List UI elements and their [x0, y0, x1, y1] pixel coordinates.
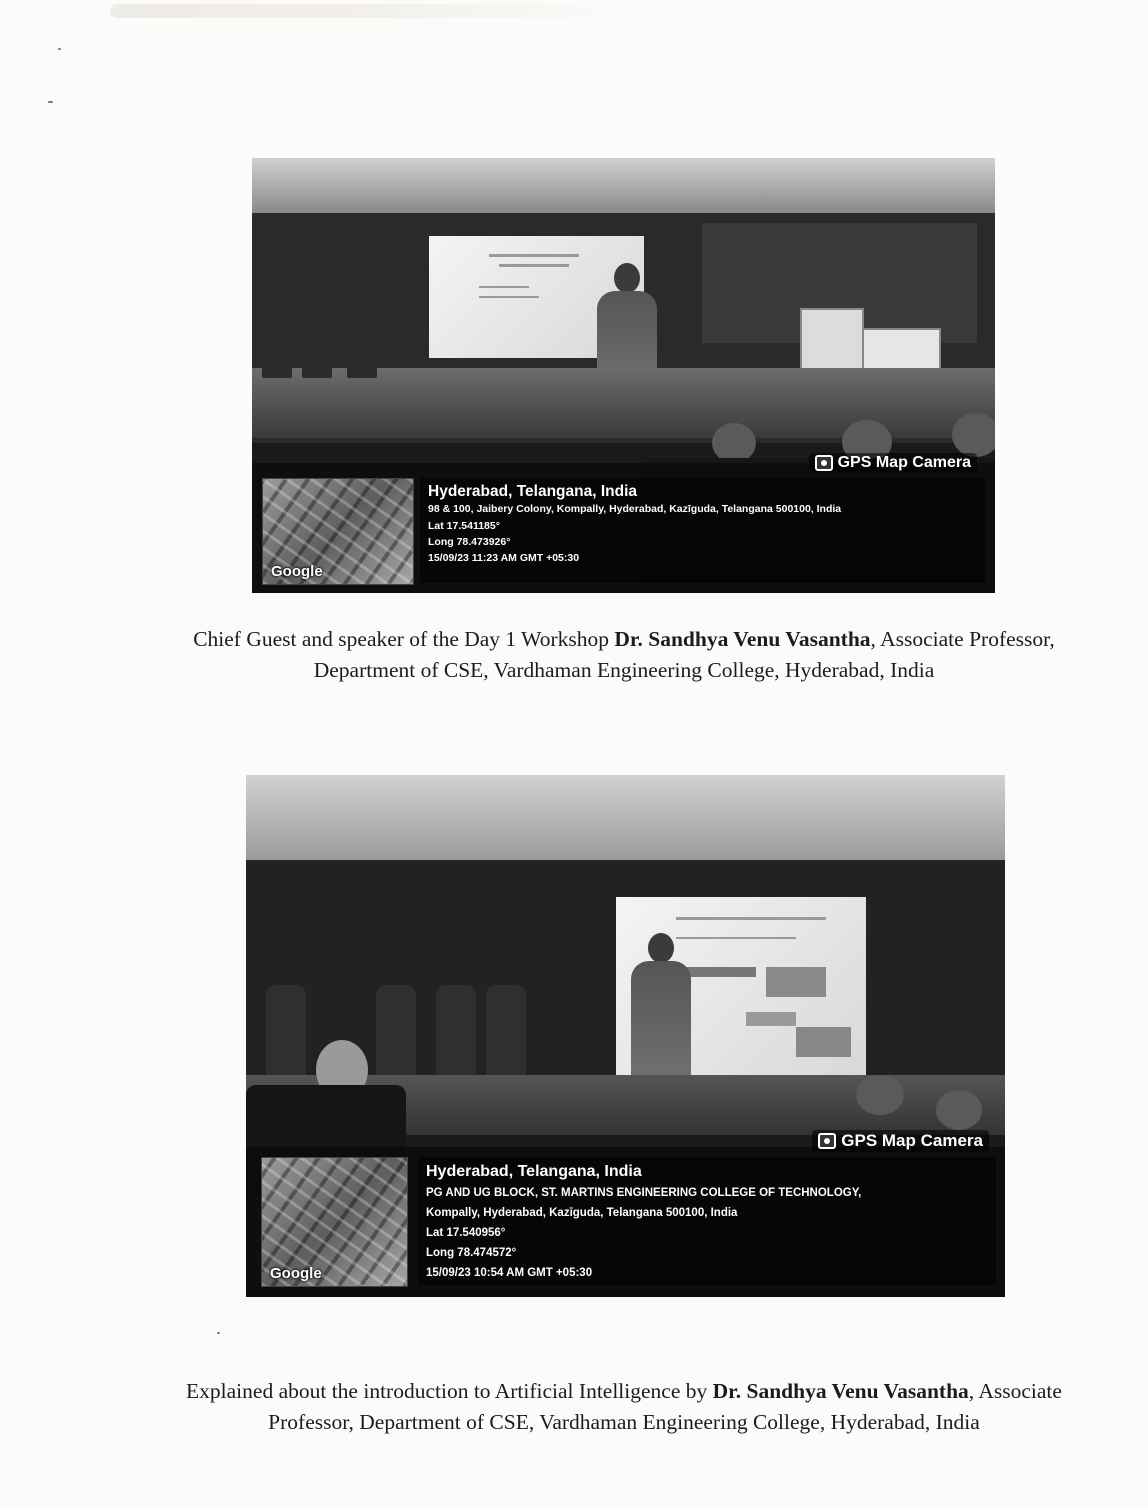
longitude: Long 78.473926°	[428, 536, 511, 548]
timestamp: 15/09/23 11:23 AM GMT +05:30	[428, 552, 580, 564]
location-title: Hyderabad, Telangana, India	[428, 483, 638, 500]
gps-badge-label: GPS Map Camera	[837, 454, 971, 471]
gps-badge-label: GPS Map Camera	[841, 1131, 983, 1150]
google-map-label: Google	[271, 563, 323, 580]
ceiling	[246, 775, 1005, 860]
workshop-photo-2	[246, 775, 1005, 1297]
workshop-photo-1	[252, 158, 995, 593]
photo-2-caption	[100, 1376, 1148, 1438]
google-map-label: Google	[270, 1265, 322, 1282]
caption-prefix: Chief Guest and speaker of the Day 1 Workshop	[193, 627, 615, 651]
speaker-name: Dr. Sandhya Venu Vasantha	[712, 1379, 969, 1403]
timestamp: 15/09/23 10:54 AM GMT +05:30	[426, 1267, 593, 1279]
stage-chair	[486, 985, 526, 1075]
scan-speck	[48, 101, 53, 103]
gps-map-camera-badge	[809, 453, 977, 473]
audience-head	[952, 413, 995, 457]
address-line: PG AND UG BLOCK, ST. MARTINS ENGINEERING COLLEGE OF TECHNOLOGY,	[426, 1187, 862, 1199]
audience-head	[936, 1090, 982, 1130]
map-thumbnail	[262, 478, 414, 585]
stage-chair	[262, 298, 292, 378]
ceiling	[252, 158, 995, 213]
camera-icon	[818, 1133, 836, 1149]
caption-line-2: Department of CSE, Vardhaman Engineering College, Hyderabad, India	[313, 658, 935, 682]
location-info	[418, 1157, 996, 1285]
longitude: Long 78.474572°	[426, 1247, 517, 1259]
location-info	[420, 478, 985, 583]
address-line: Kompally, Hyderabad, Kazīguda, Telangana 500100, India	[426, 1207, 738, 1219]
latitude: Lat 17.541185°	[428, 520, 500, 532]
photo-1-caption	[110, 624, 1138, 686]
caption-suffix: , Associate Professor,	[870, 627, 1055, 651]
caption-line-1	[100, 1376, 1148, 1407]
caption-line-2: Professor, Department of CSE, Vardhaman Engineering College, Hyderabad, India	[268, 1410, 980, 1434]
stage-chair	[302, 298, 332, 378]
camera-icon	[815, 455, 833, 471]
latitude: Lat 17.540956°	[426, 1227, 506, 1239]
scan-speck	[58, 48, 61, 50]
stage-chair	[266, 985, 306, 1075]
address-line: 98 & 100, Jaibery Colony, Kompally, Hyderabad, Kazīguda, Telangana 500100, India	[428, 503, 842, 515]
gps-map-camera-badge	[812, 1130, 989, 1152]
caption-suffix: , Associate	[968, 1379, 1062, 1403]
audience-head	[712, 423, 756, 463]
audience-head	[856, 1075, 904, 1115]
map-thumbnail	[261, 1157, 408, 1287]
caption-prefix: Explained about the introduction to Artificial Intelligence by	[186, 1379, 713, 1403]
location-title: Hyderabad, Telangana, India	[426, 1163, 642, 1180]
caption-line-1	[110, 624, 1138, 655]
stage-chair	[376, 985, 416, 1075]
scan-speck	[217, 1332, 220, 1334]
scan-smudge	[110, 4, 630, 18]
stage-chair	[347, 298, 377, 378]
stage-chair	[436, 985, 476, 1075]
speaker-name: Dr. Sandhya Venu Vasantha	[614, 627, 871, 651]
